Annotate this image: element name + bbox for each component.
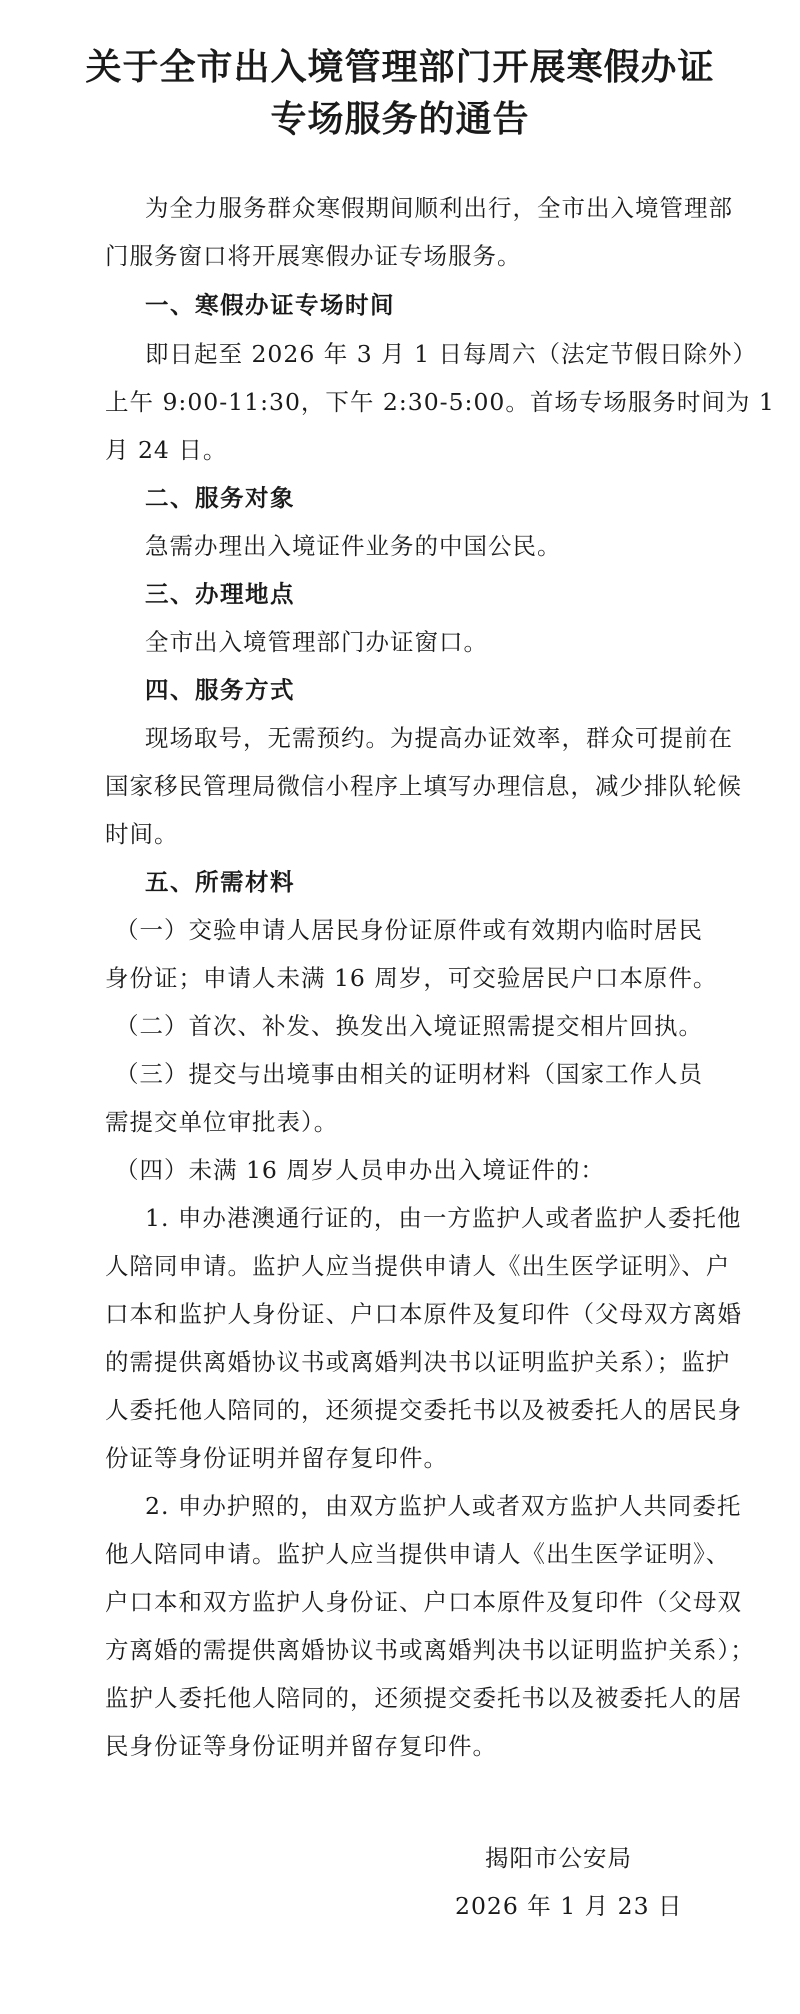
- section-1-line-3: 月 24 日。: [105, 436, 228, 464]
- material-3-line-2: 需提交单位审批表）。: [105, 1108, 339, 1136]
- intro-line-2: 门服务窗口将开展寒假办证专场服务。: [105, 242, 522, 270]
- subitem-2-line-4: 方离婚的需提供离婚协议书或离婚判决书以证明监护关系）；: [105, 1636, 755, 1664]
- subitem-2-line-2: 他人陪同申请。监护人应当提供申请人《出生医学证明》、: [105, 1540, 731, 1568]
- notice-title-line-1: 关于全市出入境管理部门开展寒假办证: [85, 46, 715, 88]
- material-3-line-1: （三）提交与出境事由相关的证明材料（国家工作人员: [115, 1060, 703, 1088]
- subitem-1-line-6: 份证等身份证明并留存复印件。: [105, 1444, 448, 1472]
- section-4-line-2: 国家移民管理局微信小程序上填写办理信息，减少排队轮候: [105, 772, 742, 800]
- intro-line-1: 为全力服务群众寒假期间顺利出行，全市出入境管理部: [145, 194, 733, 222]
- signature-organization: 揭阳市公安局: [485, 1844, 632, 1872]
- section-heading-1: 一、寒假办证专场时间: [145, 291, 395, 319]
- subitem-1-line-2: 人陪同申请。监护人应当提供申请人《出生医学证明》、户: [105, 1252, 731, 1280]
- subitem-1-line-3: 口本和监护人身份证、户口本原件及复印件（父母双方离婚: [105, 1300, 742, 1328]
- section-1-line-1: 即日起至 2026 年 3 月 1 日每周六（法定节假日除外）: [145, 340, 758, 368]
- section-4-line-3: 时间。: [105, 820, 179, 848]
- section-4-line-1: 现场取号，无需预约。为提高办证效率，群众可提前在: [145, 724, 733, 752]
- section-heading-5: 五、所需材料: [145, 868, 295, 896]
- notice-title-line-2: 专场服务的通告: [270, 98, 530, 140]
- section-heading-3: 三、办理地点: [145, 580, 295, 608]
- material-4-line-1: （四）未满 16 周岁人员申办出入境证件的：: [115, 1156, 605, 1184]
- subitem-2-line-5: 监护人委托他人陪同的，还须提交委托书以及被委托人的居: [105, 1684, 742, 1712]
- material-1-line-2: 身份证；申请人未满 16 周岁，可交验居民户口本原件。: [105, 964, 718, 992]
- section-2-line-1: 急需办理出入境证件业务的中国公民。: [145, 532, 562, 560]
- section-heading-4: 四、服务方式: [145, 676, 295, 704]
- subitem-1-line-4: 的需提供离婚协议书或离婚判决书以证明监护关系）；监护: [105, 1348, 731, 1376]
- subitem-2-line-3: 户口本和双方监护人身份证、户口本原件及复印件（父母双: [105, 1588, 742, 1616]
- subitem-1-line-5: 人委托他人陪同的，还须提交委托书以及被委托人的居民身: [105, 1396, 742, 1424]
- subitem-2-line-6: 民身份证等身份证明并留存复印件。: [105, 1732, 497, 1760]
- section-3-line-1: 全市出入境管理部门办证窗口。: [145, 628, 488, 656]
- signature-date: 2026 年 1 月 23 日: [455, 1892, 683, 1920]
- section-1-line-2: 上午 9:00-11:30，下午 2:30-5:00。首场专场服务时间为 1: [105, 388, 775, 416]
- material-1-line-1: （一）交验申请人居民身份证原件或有效期内临时居民: [115, 916, 703, 944]
- material-2-line-1: （二）首次、补发、换发出入境证照需提交相片回执。: [115, 1012, 703, 1040]
- subitem-2-line-1: 2. 申办护照的，由双方监护人或者双方监护人共同委托: [145, 1492, 742, 1520]
- subitem-1-line-1: 1. 申办港澳通行证的，由一方监护人或者监护人委托他: [145, 1204, 742, 1232]
- section-heading-2: 二、服务对象: [145, 484, 295, 512]
